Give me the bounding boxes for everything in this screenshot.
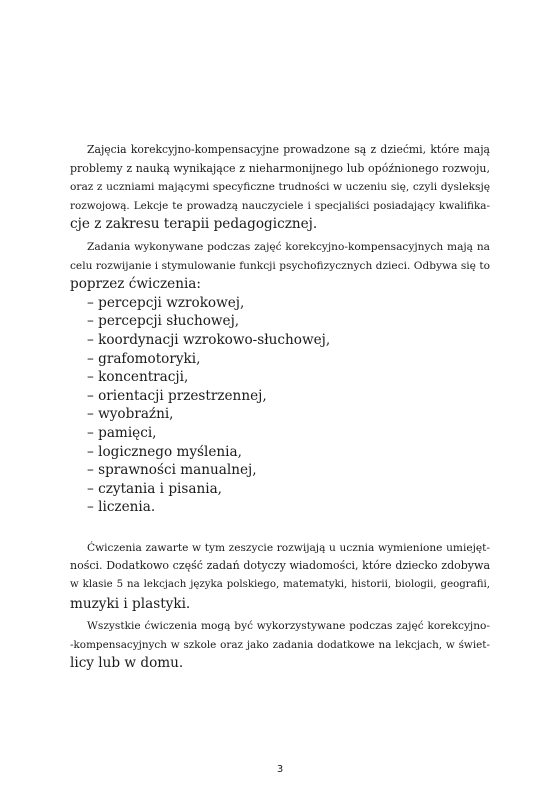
- section-spacer: [70, 517, 490, 539]
- paragraph-line: Zadania wykonywane podczas zajęć korekcyjno-kompensacyjnych mają na: [87, 240, 490, 253]
- list-item: – grafomotoryki,: [87, 350, 201, 367]
- list-item: – percepcji wzrokowej,: [87, 294, 245, 311]
- paragraph-usage: [70, 617, 490, 673]
- list-item: – logicznego myślenia,: [87, 443, 242, 460]
- list-item: – pamięci,: [87, 424, 157, 441]
- paragraph-line: problemy z nauką wynikające z nieharmonijnego lub opóźnionego rozwoju,: [70, 161, 490, 175]
- paragraph-line: w klasie 5 na lekcjach języka polskiego, matematyki, historii, biologii, geografii,: [70, 579, 490, 591]
- paragraph-line: Zajęcia korekcyjno-kompensacyjne prowadzone są z dziećmi, które mają: [87, 143, 490, 156]
- paragraph-line: muzyki i plastyki.: [70, 595, 191, 612]
- paragraph-line: rozwojową. Lekcje te prowadzą nauczyciele i specjaliści posiadający kwalifika-: [70, 199, 490, 212]
- list-item: – orientacji przestrzennej,: [87, 387, 267, 404]
- paragraph-line: -kompensacyjnych w szkole oraz jako zadania dodatkowe na lekcjach, w świet-: [70, 638, 490, 651]
- page-number: 3: [276, 764, 284, 775]
- list-item: – liczenia.: [87, 499, 156, 516]
- paragraph-line: poprzez ćwiczenia:: [70, 276, 201, 293]
- paragraph-line: Ćwiczenia zawarte w tym zeszycie rozwijają u ucznia wymienione umiejęt-: [87, 541, 490, 554]
- list-item: – koordynacji wzrokowo-słuchowej,: [87, 331, 331, 348]
- paragraph-line: licy lub w domu.: [70, 655, 184, 672]
- paragraph-line: celu rozwijanie i stymulowanie funkcji psychofizycznych dzieci. Odbywa się to: [70, 259, 490, 272]
- paragraph-line: cje z zakresu terapii pedagogicznej.: [70, 216, 318, 233]
- paragraph-workbook: [70, 539, 490, 613]
- list-item: – wyobraźni,: [87, 406, 174, 423]
- list-item: – koncentracji,: [87, 369, 189, 386]
- paragraph-line: oraz z uczniami mającymi specyficzne trudności w uczeniu się, czyli dysleksję: [70, 181, 490, 194]
- list-item: – czytania i pisania,: [87, 480, 222, 497]
- paragraph-line: ności. Dodatkowo część zadań dotyczy wiadomości, które dziecko zdobywa: [70, 559, 490, 573]
- page-content: [70, 141, 490, 673]
- paragraph-tasks: [70, 238, 490, 294]
- paragraph-intro: [70, 141, 490, 234]
- paragraph-line: Wszystkie ćwiczenia mogą być wykorzystywane podczas zajęć korekcyjno-: [87, 620, 490, 633]
- exercise-list: [70, 294, 490, 517]
- list-item: – percepcji słuchowej,: [87, 313, 240, 330]
- list-item: – sprawności manualnej,: [87, 462, 257, 479]
